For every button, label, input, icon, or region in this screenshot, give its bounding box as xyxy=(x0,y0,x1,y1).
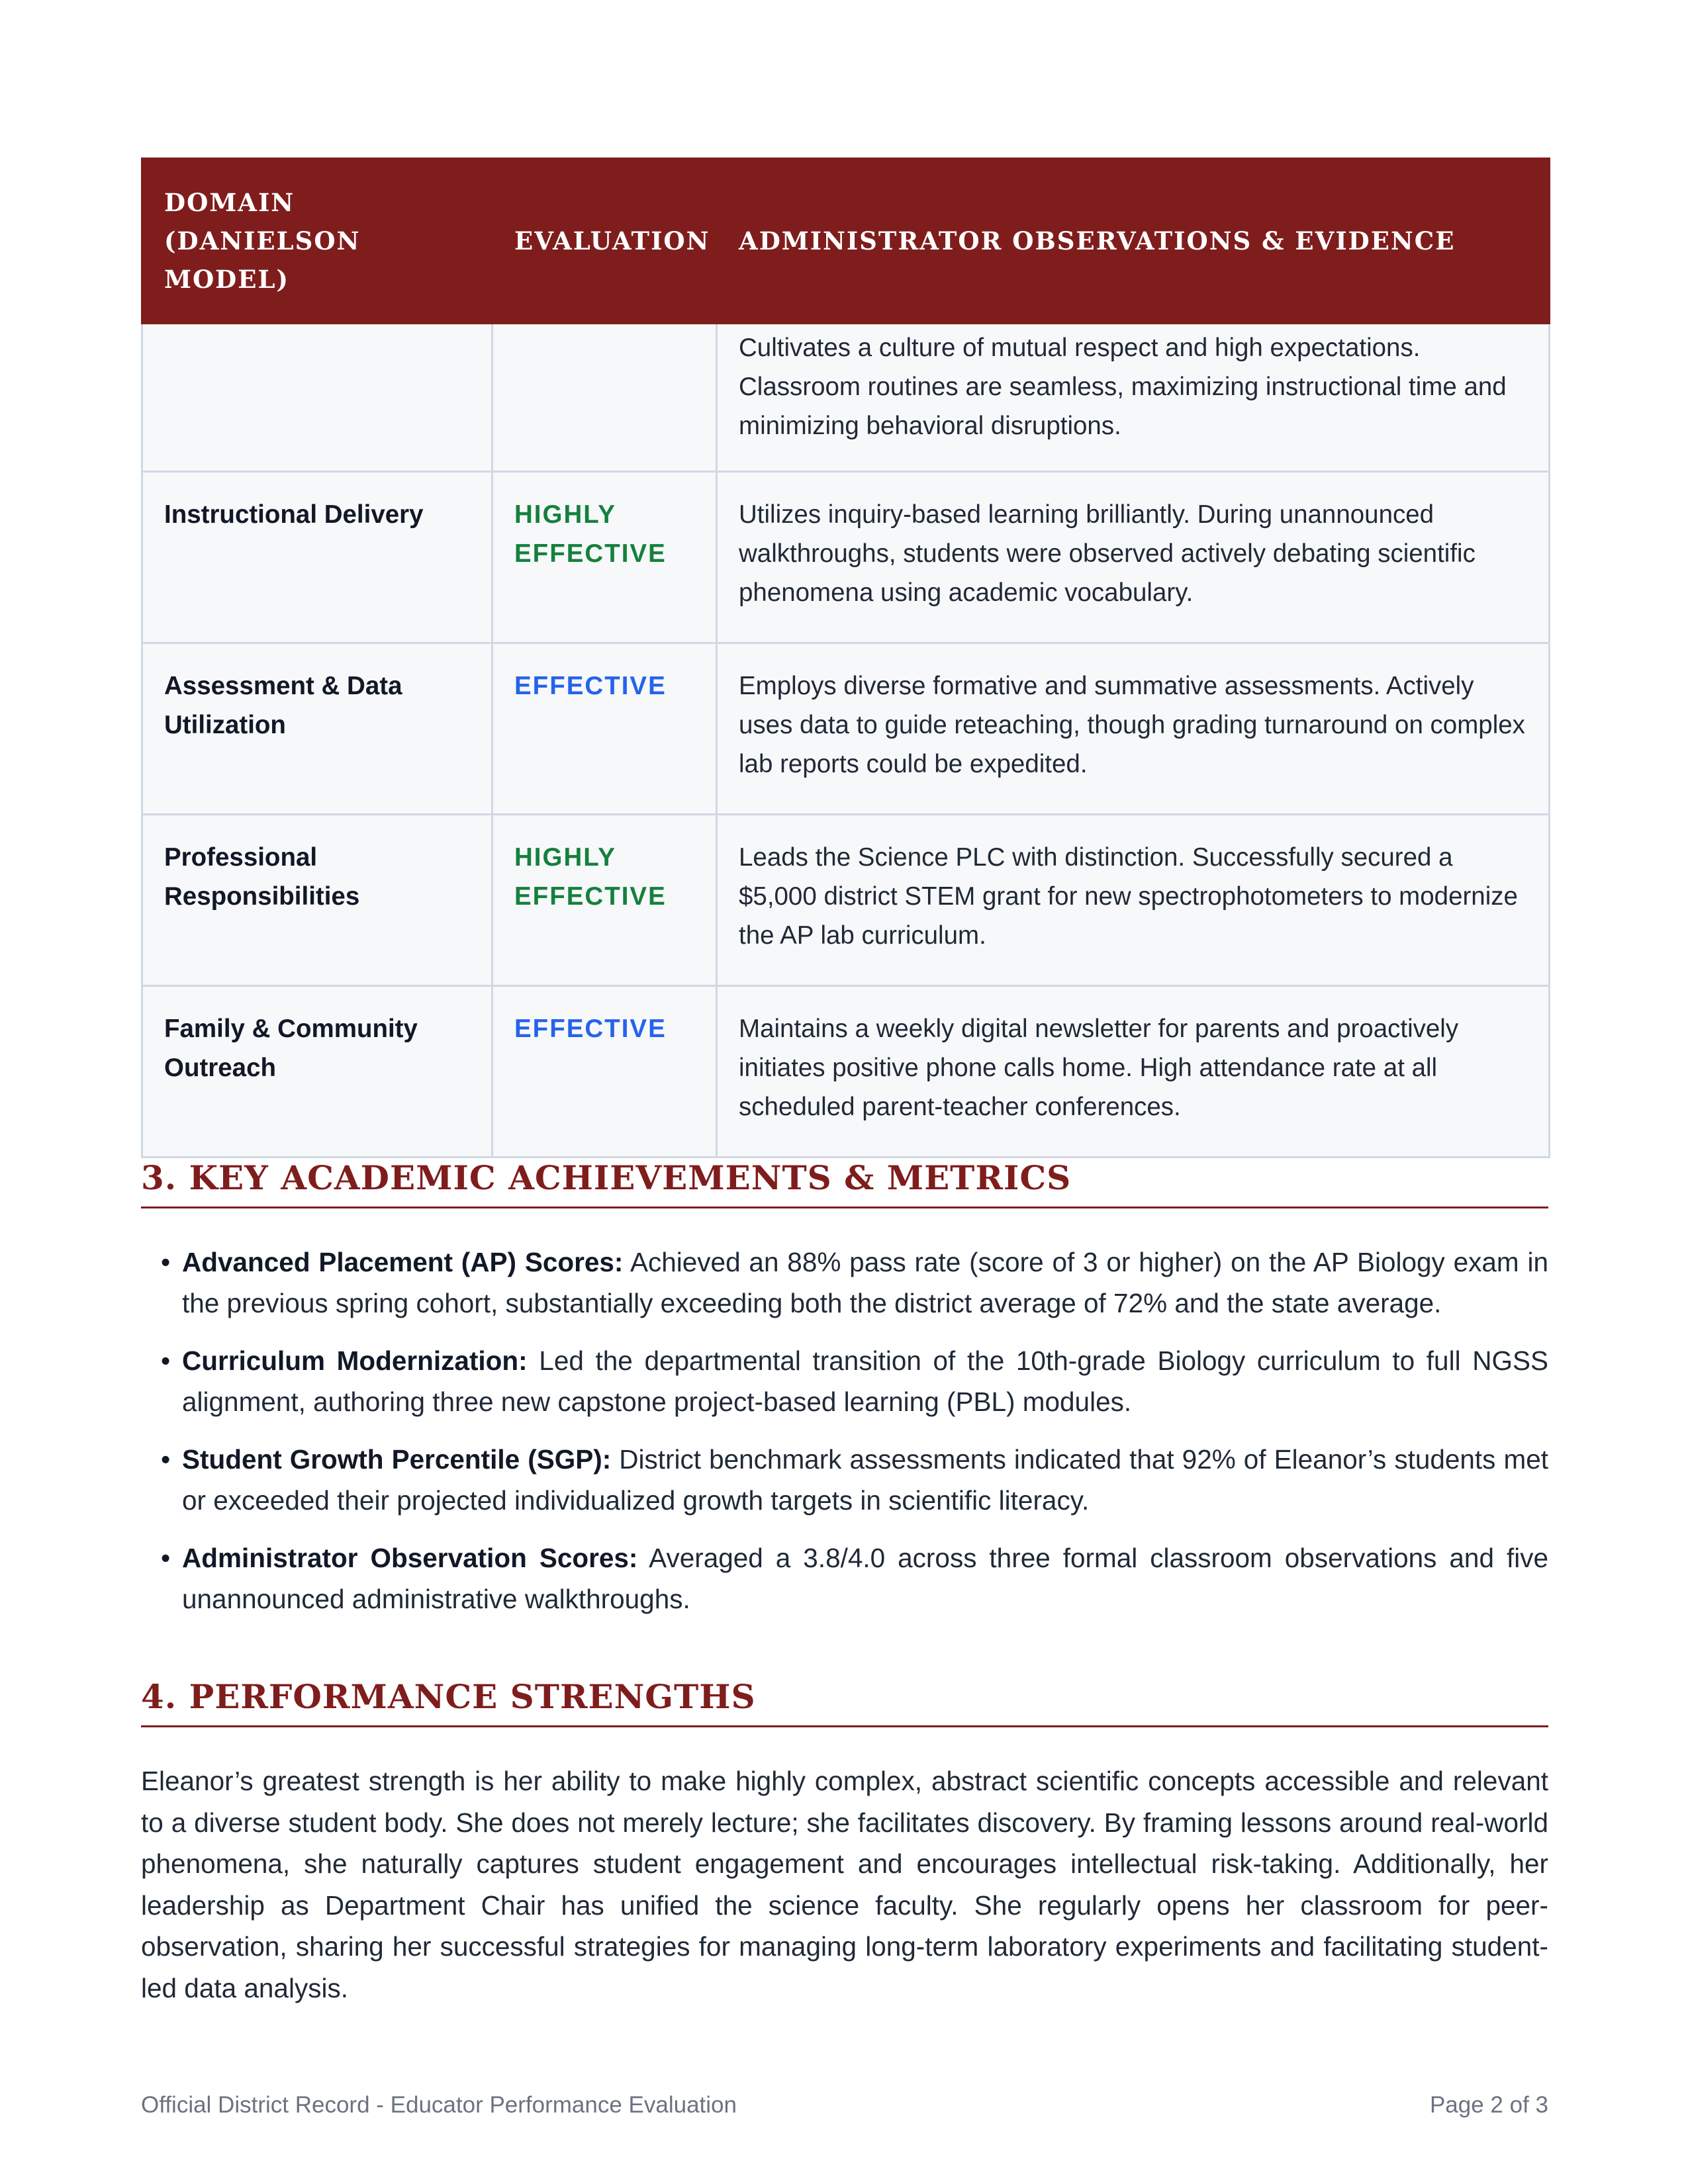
table-header-row xyxy=(142,159,1550,324)
bullet-icon: • xyxy=(161,1345,171,1376)
achievement-lead: Advanced Placement (AP) Scores: xyxy=(182,1247,624,1277)
strengths-paragraph: Eleanor’s greatest strength is her ability to make highly complex, abstract scientific concepts accessible and relevant to a diverse student body. She does not merely lecture; she facilitates discovery. By framing lessons around real-world phenomena, she naturally captures student engagement and encourages intellectual risk-taking. Additionally, her leadership as Department Chair has unified the science faculty. She regularly opens her classroom for peer-observation, sharing her successful strategies for managing long-term laboratory experiments and facilitating student-led data analysis. xyxy=(141,1766,1548,2003)
domain-cell: Professional Responsibilities xyxy=(142,815,492,986)
page-number: Page 2 of 3 xyxy=(1429,2092,1548,2118)
table-row xyxy=(142,986,1550,1158)
bullet-icon: • xyxy=(161,1543,171,1573)
table-row xyxy=(142,815,1550,986)
achievement-text: Achieved an 88% pass rate (score of 3 or higher) on the AP Biology exam in the previous spring cohort, substantially exceeding both the district average of 72% and the state average. xyxy=(182,1247,1548,1318)
domain-cell: Instructional Delivery xyxy=(142,472,492,643)
domain-cell: Assessment & Data Utilization xyxy=(142,643,492,815)
header-observations: ADMINISTRATOR OBSERVATIONS & EVIDENCE xyxy=(717,159,1550,324)
achievement-lead: Administrator Observation Scores: xyxy=(182,1543,638,1573)
header-evaluation: EVALUATION xyxy=(492,159,717,324)
observation-cell: Utilizes inquiry-based learning brilliantly. During unannounced walkthroughs, students were observed actively debating scientific phenomena using academic vocabulary. xyxy=(717,472,1550,643)
rating-badge: EFFECTIVE xyxy=(492,986,717,1158)
table-row xyxy=(142,472,1550,643)
page-footer xyxy=(141,2092,1548,2118)
observation-cell: Maintains a weekly digital newsletter for parents and proactively initiates positive phone calls home. High attendance rate at all scheduled parent-teacher conferences. xyxy=(717,986,1550,1158)
list-item xyxy=(141,1340,1548,1422)
footer-record-label: Official District Record - Educator Performance Evaluation xyxy=(141,2092,737,2118)
achievement-text: District benchmark assessments indicated that 92% of Eleanor’s students met or exceeded their projected individualized growth targets in scientific literacy. xyxy=(182,1444,1548,1516)
header-domain: DOMAIN (DANIELSON MODEL) xyxy=(142,159,492,324)
achievement-lead: Curriculum Modernization: xyxy=(182,1345,528,1376)
observation-cell: Leads the Science PLC with distinction. Successfully secured a $5,000 district STEM grant for new spectrophotometers to modernize the AP lab curriculum. xyxy=(717,815,1550,986)
table-row xyxy=(142,643,1550,815)
rating-badge: EFFECTIVE xyxy=(492,643,717,815)
bullet-icon: • xyxy=(161,1444,171,1475)
rating-badge: HIGHLY EFFECTIVE xyxy=(492,472,717,643)
strengths-heading: 4. PERFORMANCE STRENGTHS xyxy=(141,1677,1548,1727)
domain-cell xyxy=(142,324,492,472)
achievement-text: Averaged a 3.8/4.0 across three formal classroom observations and five unannounced administrative walkthroughs. xyxy=(182,1543,1548,1614)
rating-badge: HIGHLY EFFECTIVE xyxy=(492,815,717,986)
list-item xyxy=(141,1242,1548,1324)
list-item xyxy=(141,1537,1548,1619)
achievement-text: Led the departmental transition of the 10th-grade Biology curriculum to full NGSS alignment, authoring three new capstone project-based learning (PBL) modules. xyxy=(182,1345,1548,1417)
observation-cell: Cultivates a culture of mutual respect and high expectations. Classroom routines are seamless, maximizing instructional time and minimizing behavioral disruptions. xyxy=(717,324,1550,472)
table-row-continued xyxy=(142,324,1550,472)
rating-cell xyxy=(492,324,717,472)
achievement-lead: Student Growth Percentile (SGP): xyxy=(182,1444,612,1475)
bullet-icon: • xyxy=(161,1247,171,1277)
achievements-heading: 3. KEY ACADEMIC ACHIEVEMENTS & METRICS xyxy=(141,1158,1548,1208)
achievements-list xyxy=(141,1242,1548,1636)
list-item xyxy=(141,1439,1548,1521)
evaluation-table xyxy=(141,158,1550,1158)
domain-cell: Family & Community Outreach xyxy=(142,986,492,1158)
observation-cell: Employs diverse formative and summative assessments. Actively uses data to guide reteaching, though grading turnaround on complex lab reports could be expedited. xyxy=(717,643,1550,815)
